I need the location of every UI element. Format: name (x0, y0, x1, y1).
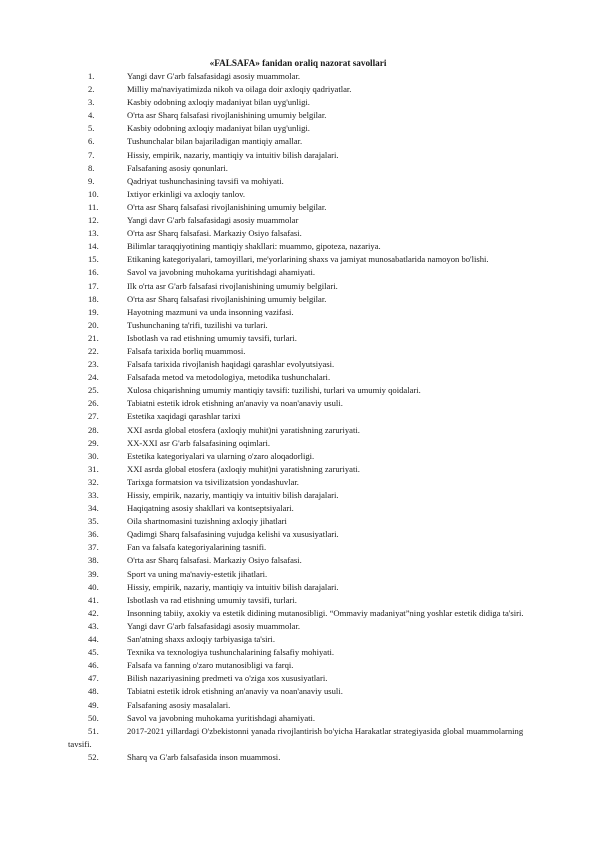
question-item (68, 135, 534, 148)
question-text: Savol va javobning muhokama yuritishdagi ahamiyati. (127, 267, 316, 278)
question-item (68, 424, 534, 437)
question-text: Yangi davr G'arb falsafasidagi asosiy muammolar (127, 215, 299, 226)
question-item (68, 502, 534, 515)
question-text: Tabiatni estetik idrok etishning an'anaviy va noan'anaviy usuli. (127, 398, 343, 409)
question-item (68, 371, 534, 384)
question-number: 37. (88, 542, 99, 553)
question-item (68, 358, 534, 371)
question-number: 2. (88, 84, 95, 95)
question-number: 24. (88, 372, 99, 383)
question-number: 19. (88, 306, 99, 317)
question-number: 36. (88, 529, 99, 540)
question-item (68, 306, 534, 319)
question-item (68, 266, 534, 279)
question-text: Xulosa chiqarishning umumiy mantiqiy tavsifi: tuzilishi, turlari va umumiy qoidalari. (127, 385, 421, 396)
question-text: Bilish nazariyasining predmeti va o'ziga xos xususiyatlari. (127, 673, 328, 684)
question-text: Estetika xaqidagi qarashlar tarixi (127, 411, 241, 422)
question-text: Kasbiy odobning axloqiy madaniyat bilan uyg'unligi. (127, 97, 310, 108)
question-text: Insonning tabiiy, axokiy va estetik didining mutanosibligi. “Ommaviy madaniyat”ning yoshlar estetik didiga ta'siri. (127, 607, 524, 618)
question-number: 29. (88, 437, 99, 448)
question-number: 28. (88, 424, 99, 435)
question-number: 13. (88, 228, 99, 239)
question-item (68, 685, 534, 698)
question-text: Falsafa tarixida rivojlanish haqidagi qarashlar evolyutsiyasi. (127, 359, 335, 370)
question-item (68, 96, 534, 109)
question-number: 9. (88, 175, 95, 186)
question-number: 44. (88, 634, 99, 645)
question-text: Savol va javobning muhokama yuritishdagi ahamiyati. (127, 712, 316, 723)
question-item (68, 437, 534, 450)
question-item (68, 672, 534, 685)
question-text: XX-XXI asr G'arb falsafasining oqimlari. (127, 437, 271, 448)
question-item (68, 227, 534, 240)
question-item (68, 515, 534, 528)
question-item (68, 463, 534, 476)
question-text: Isbotlash va rad etishning umumiy tavsifi, turlari. (127, 594, 297, 605)
question-text: Tabiatni estetik idrok etishning an'anaviy va noan'anaviy usuli. (127, 686, 343, 697)
document-title: «FALSAFA» fanidan oraliq nazorat savollari (209, 58, 387, 68)
question-text: Haqiqatning asosiy shakllari va kontseptsiyalari. (127, 503, 294, 514)
question-number: 22. (88, 345, 99, 356)
question-text: Fan va falsafa kategoriyalarining tasnifi. (127, 542, 267, 553)
question-number: 6. (88, 136, 95, 147)
question-number: 16. (88, 267, 99, 278)
question-number: 38. (88, 555, 99, 566)
question-text: Falsafa va fanning o'zaro mutanosibligi va farqi. (127, 660, 294, 671)
question-text: XXI asrda global etosfera (axloqiy muhit)ni yaratishning zaruriyati. (127, 424, 360, 435)
question-number: 18. (88, 293, 99, 304)
question-text: 2017-2021 yillardagi O'zbekistonni yanada rivojlantirish bo'yicha Harakatlar strategiyasida global muammolarning tavsifi. (68, 725, 524, 749)
question-item (68, 188, 534, 201)
question-number: 47. (88, 673, 99, 684)
question-text: Hayotning mazmuni va unda insonning vazifasi. (127, 306, 294, 317)
question-text: Bilimlar taraqqiyotining mantiqiy shakllari: muammo, gipoteza, nazariya. (127, 241, 381, 252)
question-number: 35. (88, 516, 99, 527)
question-number: 15. (88, 254, 99, 265)
question-text: Etikaning kategoriyalari, tamoyillari, me'yorlarining shaxs va jamiyat munosabatlarida namoyon bo'lishi. (127, 254, 489, 265)
question-item (68, 489, 534, 502)
question-item (68, 293, 534, 306)
question-text: O'rta asr Sharq falsafasi rivojlanishining umumiy belgilar. (127, 201, 327, 212)
question-text: Ixtiyor erkinligi va axloqiy tanlov. (127, 188, 246, 199)
question-text: O'rta asr Sharq falsafasi rivojlanishining umumiy belgilar. (127, 293, 327, 304)
question-number: 1. (88, 71, 95, 81)
question-item (68, 581, 534, 594)
question-text: Hissiy, empirik, nazariy, mantiqiy va intuitiv bilish darajalari. (127, 581, 339, 592)
question-number: 27. (88, 411, 99, 422)
question-text: Tushunchaning ta'rifi, tuzilishi va turlari. (127, 319, 268, 330)
question-number: 25. (88, 385, 99, 396)
question-item (68, 450, 534, 463)
question-item (68, 633, 534, 646)
question-item (68, 175, 534, 188)
question-text: Hissiy, empirik, nazariy, mantiqiy va intuitiv bilish darajalari. (127, 149, 339, 160)
question-number: 5. (88, 123, 95, 134)
question-item (68, 541, 534, 554)
question-item (68, 162, 534, 175)
question-number: 23. (88, 359, 99, 370)
question-text: O'rta asr Sharq falsafasi. Markaziy Osiyo falsafasi. (127, 555, 302, 566)
question-number: 46. (88, 660, 99, 671)
question-text: Falsafaning asosiy masalalari. (127, 699, 231, 710)
question-text: Falsafada metod va metodologiya, metodika tushunchalari. (127, 372, 331, 383)
question-text: Qadimgi Sharq falsafasining vujudga kelishi va xususiyatlari. (127, 529, 339, 540)
question-item (68, 568, 534, 581)
question-item (68, 607, 534, 620)
question-number: 17. (88, 280, 99, 291)
question-item (68, 725, 534, 751)
question-number: 10. (88, 188, 99, 199)
question-number: 7. (88, 149, 95, 160)
question-number: 14. (88, 241, 99, 252)
question-text: O'rta asr Sharq falsafasi. Markaziy Osiyo falsafasi. (127, 228, 302, 239)
question-number: 39. (88, 568, 99, 579)
question-item (68, 280, 534, 293)
question-item (68, 319, 534, 332)
question-text: Isbotlash va rad etishning umumiy tavsifi, turlari. (127, 332, 297, 343)
question-number: 21. (88, 332, 99, 343)
question-text: Tushunchalar bilan bajariladigan mantiqiy amallar. (127, 136, 303, 147)
question-item (68, 528, 534, 541)
question-item (68, 240, 534, 253)
question-item (68, 620, 534, 633)
question-number: 45. (88, 647, 99, 658)
question-text: Yangi davr G'arb falsafasidagi asosiy muammolar. (127, 71, 300, 81)
question-number: 48. (88, 686, 99, 697)
question-text: San'atning shaxs axloqiy tarbiyasiga ta'siri. (127, 634, 275, 645)
question-text: O'rta asr Sharq falsafasi rivojlanishining umumiy belgilar. (127, 110, 327, 121)
question-text: Milliy ma'naviyatimizda nikoh va oilaga doir axloqiy qadriyatlar. (127, 84, 352, 95)
question-text: Sport va uning ma'naviy-estetik jihatlari. (127, 568, 268, 579)
question-number: 34. (88, 503, 99, 514)
question-item (68, 70, 534, 83)
question-number: 8. (88, 162, 95, 173)
question-number: 49. (88, 699, 99, 710)
question-item (68, 594, 534, 607)
question-text: Tarixga formatsion va tsivilizatsion yondashuvlar. (127, 476, 299, 487)
question-text: Hissiy, empirik, nazariy, mantiqiy va intuitiv bilish darajalari. (127, 490, 339, 500)
question-list (68, 70, 534, 764)
question-item (68, 253, 534, 266)
question-text: Texnika va texnologiya tushunchalarining falsafiy mohiyati. (127, 647, 335, 658)
question-item (68, 109, 534, 122)
question-item (68, 699, 534, 712)
question-text: Estetika kategoriyalari va ularning o'zaro aloqadorligi. (127, 450, 315, 461)
question-item (68, 397, 534, 410)
question-item (68, 751, 534, 764)
question-number: 12. (88, 215, 99, 226)
question-item (68, 410, 534, 423)
question-number: 43. (88, 620, 99, 631)
question-number: 30. (88, 450, 99, 461)
question-number: 3. (88, 97, 95, 108)
question-number: 32. (88, 476, 99, 487)
question-text: Falsafa tarixida borliq muammosi. (127, 345, 246, 356)
question-number: 33. (88, 490, 99, 500)
question-text: Qadriyat tushunchasining tavsifi va mohiyati. (127, 175, 284, 186)
question-item (68, 214, 534, 227)
question-item (68, 384, 534, 397)
question-item (68, 712, 534, 725)
question-item (68, 476, 534, 489)
question-item (68, 646, 534, 659)
question-item (68, 345, 534, 358)
question-number: 51. (88, 725, 99, 736)
question-text: Ilk o'rta asr G'arb falsafasi rivojlanishining umumiy belgilari. (127, 280, 338, 291)
question-number: 20. (88, 319, 99, 330)
question-item (68, 83, 534, 96)
question-number: 52. (88, 751, 99, 762)
question-item (68, 201, 534, 214)
question-item (68, 149, 534, 162)
question-text: Kasbiy odobning axloqiy madaniyat bilan uyg'unligi. (127, 123, 310, 134)
question-number: 40. (88, 581, 99, 592)
question-text: Oila shartnomasini tuzishning axloqiy jihatlari (127, 516, 287, 527)
question-item (68, 332, 534, 345)
question-item (68, 554, 534, 567)
question-item (68, 122, 534, 135)
question-number: 11. (88, 201, 99, 212)
question-text: Sharq va G'arb falsafasida inson muammosi. (127, 751, 281, 762)
question-number: 41. (88, 594, 99, 605)
question-number: 4. (88, 110, 95, 121)
question-number: 31. (88, 463, 99, 474)
question-item (68, 659, 534, 672)
question-number: 50. (88, 712, 99, 723)
question-number: 26. (88, 398, 99, 409)
question-text: Yangi davr G'arb falsafasidagi asosiy muammolar. (127, 620, 300, 631)
question-text: XXI asrda global etosfera (axloqiy muhit)ni yaratishning zaruriyati. (127, 463, 360, 474)
question-text: Falsafaning asosiy qonunlari. (127, 162, 228, 173)
question-number: 42. (88, 607, 99, 618)
